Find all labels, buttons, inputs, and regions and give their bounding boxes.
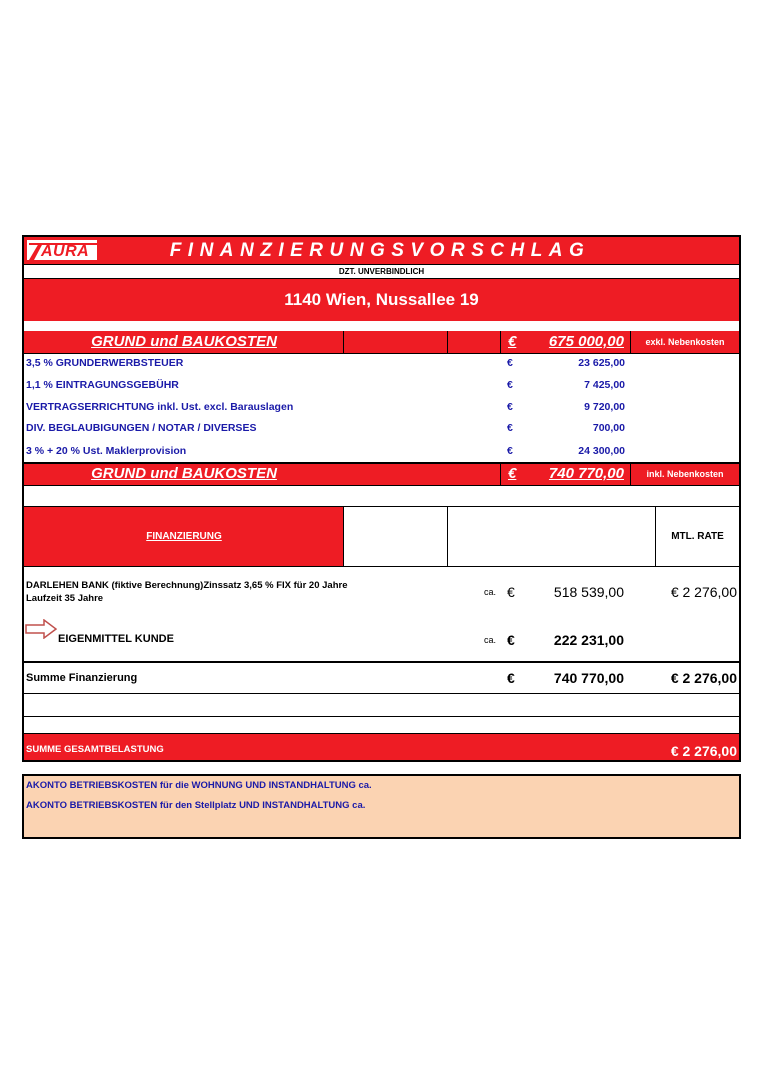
sum-label: Summe Finanzierung xyxy=(26,672,138,684)
cost-item-label: 3 % + 20 % Ust. Maklerprovision xyxy=(26,445,187,457)
base-cost-value: 675 000,00 xyxy=(548,333,624,350)
base-cost-currency: € xyxy=(508,333,517,350)
sum-value: 740 770,00 xyxy=(553,670,624,686)
aura-logo-text: AURA xyxy=(41,243,90,260)
cost-item-value: 9 720,00 xyxy=(584,401,625,413)
loan-description xyxy=(26,579,466,605)
base-cost-note: exkl. Nebenkosten xyxy=(645,337,725,347)
cost-item-value: 7 425,00 xyxy=(584,379,625,391)
cost-item-currency: € xyxy=(507,422,513,434)
loan-ca: ca. xyxy=(484,587,497,597)
address-bar xyxy=(24,279,739,321)
total-cost-note: inkl. Nebenkosten xyxy=(646,469,724,479)
base-cost-label: GRUND und BAUKOSTEN xyxy=(91,333,277,350)
cost-item-label: DIV. BEGLAUBIGUNGEN / NOTAR / DIVERSES xyxy=(26,422,257,434)
cost-item-label: VERTRAGSERRICHTUNG inkl. Ust. excl. Barauslagen xyxy=(26,401,294,413)
sum-currency: € xyxy=(507,670,515,686)
cost-item-value: 23 625,00 xyxy=(578,357,625,369)
equity-value: 222 231,00 xyxy=(553,632,624,648)
total-burden-label: SUMME GESAMTBELASTUNG xyxy=(26,744,164,755)
cost-item-label: 1,1 % EINTRAGUNGSGEBÜHR xyxy=(26,379,179,391)
aura-logo xyxy=(26,239,98,261)
akonto-line-1: AKONTO BETRIEBSKOSTEN für die WOHNUNG UND INSTANDHALTUNG ca. xyxy=(26,780,372,791)
loan-value: 518 539,00 xyxy=(553,584,624,600)
cost-item-label: 3,5 % GRUNDERWERBSTEUER xyxy=(26,357,184,369)
cost-item-currency: € xyxy=(507,357,513,369)
cost-item-currency: € xyxy=(507,401,513,413)
cost-item-value: 700,00 xyxy=(592,422,625,434)
total-cost-value: 740 770,00 xyxy=(548,465,624,482)
akonto-line-2: AKONTO BETRIEBSKOSTEN für den Stellplatz UND INSTANDHALTUNG ca. xyxy=(26,800,366,811)
cost-item-value: 24 300,00 xyxy=(578,445,625,457)
cost-item-currency: € xyxy=(507,445,513,457)
loan-rate: € 2 276,00 xyxy=(670,584,737,600)
total-burden-value: € 2 276,00 xyxy=(670,743,737,759)
sum-rate: € 2 276,00 xyxy=(670,670,737,686)
equity-ca: ca. xyxy=(484,635,497,645)
property-address: 1140 Wien, Nussallee 19 xyxy=(284,290,479,309)
loan-currency: € xyxy=(507,584,515,600)
equity-currency: € xyxy=(507,632,515,648)
page-title: FINANZIERUNGSVORSCHLAG xyxy=(169,240,591,261)
rate-header: MTL. RATE xyxy=(671,531,724,542)
subtitle: DZT. UNVERBINDLICH xyxy=(338,267,425,276)
equity-label: EIGENMITTEL KUNDE xyxy=(58,633,174,645)
total-cost-label: GRUND und BAUKOSTEN xyxy=(91,465,277,482)
loan-line-2: Laufzeit 35 Jahre xyxy=(26,593,104,604)
financing-header-label: FINANZIERUNG xyxy=(146,531,222,542)
cost-item-currency: € xyxy=(507,379,513,391)
loan-line-1: DARLEHEN BANK (fiktive Berechnung)Zinssatz 3,65 % FIX für 20 Jahre xyxy=(26,580,348,591)
arrow-right-icon xyxy=(25,619,57,639)
total-cost-currency: € xyxy=(508,465,517,482)
